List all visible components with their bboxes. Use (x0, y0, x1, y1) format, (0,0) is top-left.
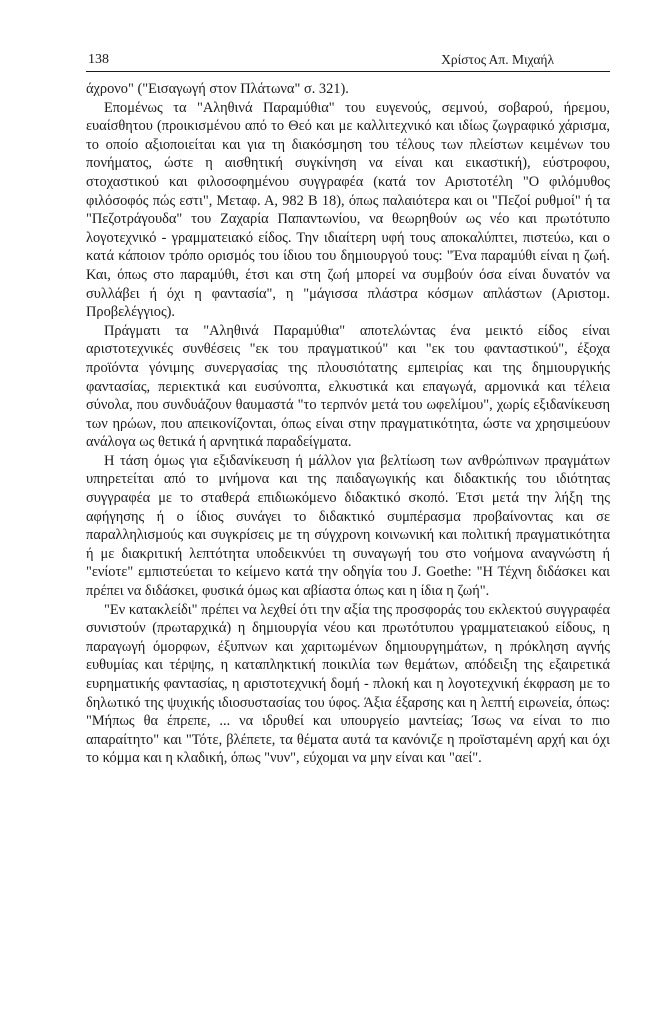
paragraph: "Εν κατακλείδι" πρέπει να λεχθεί ότι την αξία της προσφοράς του εκλεκτού συγγραφέα συνιστούν (πρωταρχικά) η δημιουργία νέου και πρωτότυπου γραμματειακού είδους, η παραγωγή όμορφων, έξυπνων και χαριτωμένων δημιουργημάτων, η πρόκληση αγνής ευθυμίας και τέρψης, η καταπληκτική ποικιλία των θεμάτων, απόδειξη της εξαιρετικά ευρηματικής φαντασίας, η αριστοτεχνική δομή - πλοκή και η λογοτεχνική έκφραση με το δηλωτικό της ψυχικής ιδιοσυστασίας του ύφος. Άξια έξαρσης και η λεπτή ειρωνεία, όπως: "Μήπως θα έπρεπε, ... να ιδρυθεί και υπουργείο μαντείας; Ίσως να είναι το πιο απαραίτητο" και "Τότε, βλέπετε, τα θέματα αυτά τα κανόνιζε η προϊσταμένη αρχή και όχι το κόμμα και η κλαδική, όπως "νυν", εύχομαι να μην είναι και "αεί". (86, 601, 610, 767)
paragraph: Επομένως τα "Αληθινά Παραμύθια" του ευγενούς, σεμνού, σοβαρού, ήρεμου, ευαίσθητου (προικισμένου από το Θεό και με καλλιτεχνικό και ιδίως ζωγραφικό χάρισμα, το οποίο αξιοποιείται και για τη διακόσμηση του τέλους των πλείστων κειμένων του πονήματος, ώστε η αισθητική συγκίνηση να είναι και εικαστική), εύστροφου, στοχαστικού και φιλοσοφημένου συγγραφέα (κατά τον Αριστοτέλη "Ο φιλόμυθος φιλόσοφός πώς εστι", Μεταφ. Α, 982 Β 18), όπως παλαιότερα και οι "Πεζοί ρυθμοί" ή τα "Πεζοτράγουδα" του Ζαχαρία Παπαντωνίου, να θεωρηθούν ως νέο και πρωτότυπο λογοτεχνικό - γραμματειακό είδος. Την ιδιαίτερη υφή τους αποκαλύπτει, πιστεύω, και ο κατά κάποιον τρόπο ορισμός του ίδιου του δημιουργού τους: "Ένα παραμύθι είναι η ζωή. Και, όπως στο παραμύθι, έτσι και στη ζωή μπορεί να συμβούν όσα είναι δυνατόν να συλλάβει ή όχι η φαντασία", η "μάγισσα πλάστρα κόσμων απλάστων (Αριστομ. Προβελέγγιος). (86, 99, 610, 321)
body-text (86, 80, 610, 768)
paragraph-continuation: άχρονο" ("Εισαγωγή στον Πλάτωνα" σ. 321). (86, 81, 349, 97)
running-header (86, 52, 610, 72)
paragraph: Πράγματι τα "Αληθινά Παραμύθια" αποτελώντας ένα μεικτό είδος είναι αριστοτεχνικές συνθέσεις "εκ του πραγματικού" και "εκ του φανταστικού", έξοχα προϊόντα γόνιμης συνεργασίας της πλουσιότατης εμπειρίας και της δημιουργικής φαντασίας, περιεκτικά και ευσύνοπτα, ελκυστικά και επαγωγά, αρμονικά και τέλεια σύνολα, που συνδυάζουν θαυμαστά "το τερπνόν μετά του ωφελίμου", χωρίς εξιδανίκευση των ηρώων, που απεικονίζονται, όπως είναι στην πραγματικότητα, ώστε να χρησιμεύουν ανάλογα ως θετικά ή αρνητικά παραδείγματα. (86, 322, 610, 451)
running-title: Χρίστος Απ. Μιχαήλ (441, 52, 554, 67)
paragraph: Η τάση όμως για εξιδανίκευση ή μάλλον για βελτίωση των ανθρώπινων πραγμάτων υπηρετείται από το μνήμονα και της παιδαγωγικής και διδακτικής του ιδιότητας συγγραφέα με το σταθερά επιδιωκόμενο διδακτικό σκοπό. Έτσι μετά την λήξη της αφήγησης ή ο ίδιος συνάγει το διδακτικό συμπέρασμα προβαίνοντας και σε παραλληλισμούς και συγκρίσεις με τη σύγχρονη κοινωνική και πολιτική πραγματικότητα ή με διακριτική λεπτότητα υποδεικνύει τη συναγωγή του στο νοήμονα αναγνώστη ή "ενίοτε" εμπιστεύεται το κείμενο κατά την οδηγία του J. Goethe: "Η Τέχνη διδάσκει και πρέπει να διδάσκει, φυσικά όμως και αβίαστα όπως και η ίδια η ζωή". (86, 452, 610, 600)
book-page (86, 52, 610, 768)
page-number: 138 (88, 52, 109, 67)
